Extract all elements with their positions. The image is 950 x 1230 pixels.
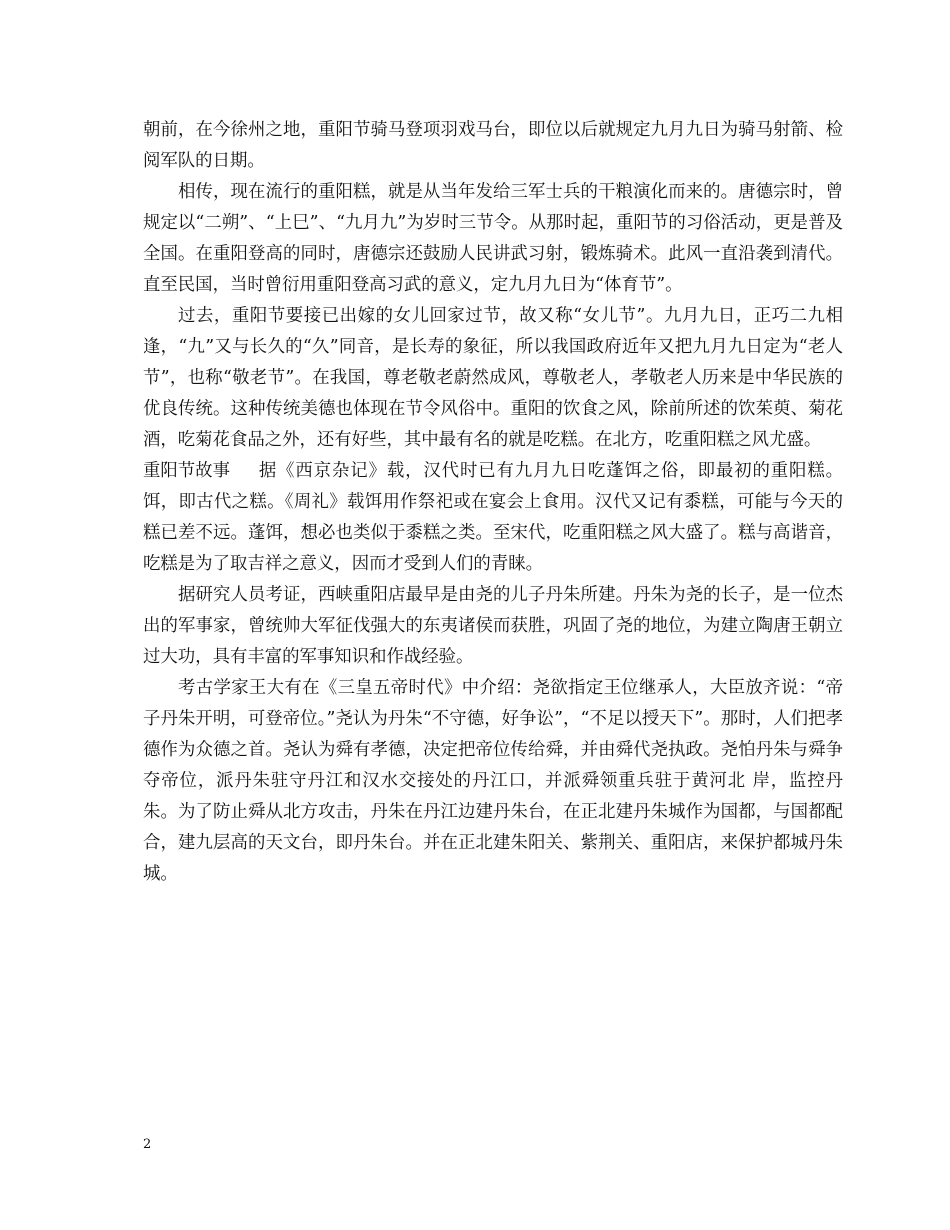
paragraph-story (143, 456, 843, 580)
paragraph-3: 过去，重阳节要接已出嫁的女儿回家过节，故又称“女儿节”。九月九日，正巧二九相逢，“九”又与长久的“久”同音，是长寿的象征，所以我国政府近年又把九月九日定为“老人节”，也称“敬老节”。在我国，尊老敬老蔚然成风，尊敬老人，孝敬老人历来是中华民族的优良传统。这种传统美德也体现在节令风俗中。重阳的饮食之风，除前所述的饮茱萸、菊花酒，吃菊花食品之外，还有好些，其中最有名的就是吃糕。在北方，吃重阳糕之风尤盛。 (143, 306, 843, 450)
page-number: 2 (143, 1137, 152, 1152)
story-text: 据《西京杂记》载，汉代时已有九月九日吃蓬饵之俗，即最初的重阳糕。饵，即古代之糕。《周礼》载饵用作祭祀或在宴会上食用。汉代又记有黍糕，可能与今天的糕已差不远。蓬饵，想必也类似于黍糕之类。至宋代，吃重阳糕之风大盛了。糕与高谐音，吃糕是为了取吉祥之意义，因而才受到人们的青睐。 (143, 461, 843, 574)
paragraph-2: 相传，现在流行的重阳糕，就是从当年发给三军士兵的干粮演化而来的。唐德宗时，曾规定以“二朔”、“上巳”、“九月九”为岁时三节令。从那时起，重阳节的习俗活动，更是普及全国。在重阳登高的同时，唐德宗还鼓励人民讲武习射，锻炼骑术。此风一直沿袭到清代。直至民国，当时曾衍用重阳登高习武的意义，定九月九日为“体育节”。 (143, 182, 843, 295)
story-heading: 重阳节故事 (143, 461, 230, 481)
body-text (143, 115, 843, 890)
paragraph-5: 据研究人员考证，西峡重阳店最早是由尧的儿子丹朱所建。丹朱为尧的长子，是一位杰出的军事家，曾统帅大军征伐强大的东夷诸侯而获胜，巩固了尧的地位，为建立陶唐王朝立过大功，具有丰富的军事知识和作战经验。 (143, 585, 843, 667)
paragraph-1: 朝前，在今徐州之地，重阳节骑马登项羽戏马台，即位以后就规定九月九日为骑马射箭、检阅军队的日期。 (143, 120, 843, 171)
paragraph-6: 考古学家王大有在《三皇五帝时代》中介绍：尧欲指定王位继承人，大臣放齐说：“帝子丹朱开明，可登帝位。”尧认为丹朱“不守德，好争讼”，“不足以授天下”。那时，人们把孝德作为众德之首。尧认为舜有孝德，决定把帝位传给舜，并由舜代尧执政。尧怕丹朱与舜争夺帝位，派丹朱驻守丹江和汉水交接处的丹江口，并派舜领重兵驻于黄河北 岸，监控丹朱。为了防止舜从北方攻击，丹朱在丹江边建丹朱台，在正北建丹朱城作为国都，与国都配合，建九层高的天文台，即丹朱台。并在正北建朱阳关、紫荆关、重阳店，来保护都城丹朱城。 (143, 678, 843, 884)
